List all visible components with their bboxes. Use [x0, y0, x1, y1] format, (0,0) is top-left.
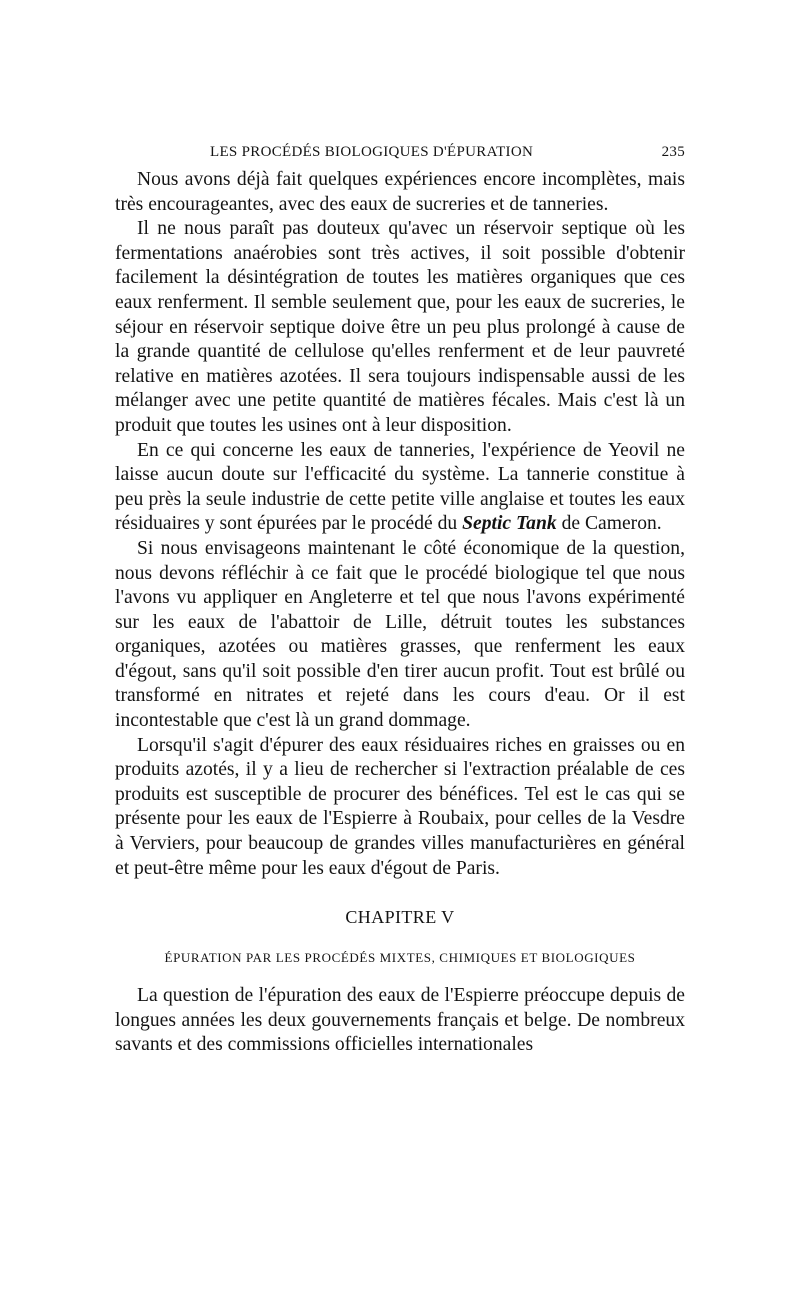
section-title: ÉPURATION PAR LES PROCÉDÉS MIXTES, CHIMIQUES ET BIOLOGIQUES: [164, 950, 636, 966]
chapter-paragraph-1: La question de l'épuration des eaux de l'Espierre préoccupe depuis de longues années les deux gouvernements français et belge. De nombreux savants et des commissions officielles internationales: [115, 985, 685, 1056]
paragraph-3-text-after: de Cameron.: [556, 513, 662, 535]
running-head: [115, 140, 685, 168]
paragraph-3: [115, 439, 685, 537]
book-page: [115, 140, 685, 1058]
paragraph-5: Lorsqu'il s'agit d'épurer des eaux résiduaires riches en graisses ou en produits azotés, il y a lieu de rechercher si l'extraction préalable de ces produits est susceptible de procurer des bénéfices. Tel est le cas qui se présente pour les eaux de l'Espierre à Roubaix, pour celles de la Vesdre à Verviers, pour beaucoup de grandes villes manufacturières en général et peut-être même pour les eaux d'égout de Paris.: [115, 734, 685, 879]
page-number: 235: [661, 144, 685, 160]
paragraph-4: Si nous envisageons maintenant le côté économique de la question, nous devons réfléchir à ce fait que le procédé biologique tel que nous l'avons vu appliquer en Angleterre et tel que nous l'avons expérimenté sur les eaux de l'abattoir de Lille, détruit toutes les substances organiques, azotées ou matières grasses, que renferment les eaux d'égout, sans qu'il soit possible d'en tirer aucun profit. Tout est brûlé ou transformé en nitrates et rejeté dans les cours d'eau. Or il est incontestable que c'est là un grand dommage.: [115, 537, 685, 732]
chapter-title: CHAPITRE V: [345, 907, 455, 928]
paragraph-3-text-before: En ce qui concerne les eaux de tanneries, l'expérience de Yeovil ne laisse aucun doute sur l'efficacité du système. La tannerie constitue à peu près la seule industrie de cette petite ville anglaise et toutes les eaux résiduaires y sont épurées par le procédé du: [115, 439, 685, 535]
running-title: LES PROCÉDÉS BIOLOGIQUES D'ÉPURATION: [210, 144, 534, 160]
paragraph-1: Nous avons déjà fait quelques expériences encore incomplètes, mais très encourageantes, avec des eaux de sucreries et de tanneries.: [115, 169, 685, 215]
septic-tank-emphasis: Septic Tank: [462, 513, 557, 535]
paragraph-2: Il ne nous paraît pas douteux qu'avec un réservoir septique où les fermentations anaérobies sont très actives, il soit possible d'obtenir facilement la désintégration de toutes les matières organiques que ces eaux renferment. Il semble seulement que, pour les eaux de sucreries, le séjour en réservoir septique doive être un peu plus prolongé à cause de la grande quantité de cellulose qu'elles renferment et de leur pauvreté relative en matières azotées. Il sera toujours indispensable aussi de les mélanger avec une petite quantité de matières fécales. Mais c'est là un produit que toutes les usines ont à leur disposition.: [115, 218, 685, 436]
